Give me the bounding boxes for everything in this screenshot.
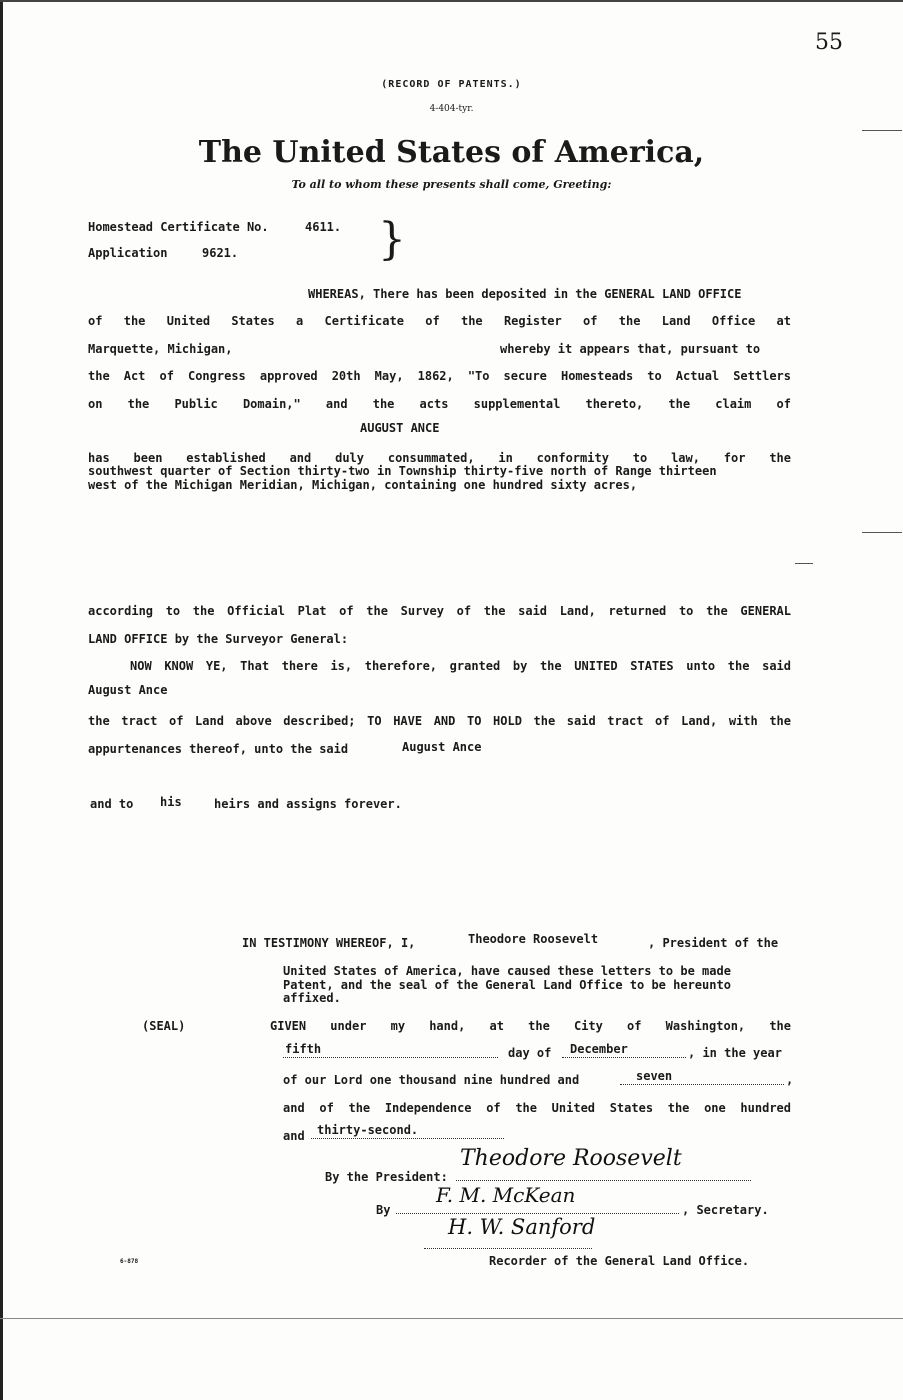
land-description-2: west of the Michigan Meridian, Michigan, containing one hundred sixty acres, — [88, 478, 638, 492]
body-line-13: appurtenances thereof, unto the said — [88, 742, 349, 756]
by-the-president: By the President: — [325, 1170, 448, 1184]
grantee-name-1: August Ance — [88, 683, 168, 697]
year-comma: , — [786, 1073, 794, 1087]
body-line-12: the tract of Land above described; TO HAVE AND TO HOLD the said tract of Land, with the — [88, 714, 791, 728]
and-word: and — [283, 1129, 305, 1143]
by-label: By — [376, 1203, 391, 1217]
now-know-ye: NOW KNOW YE, That there is, therefore, granted by the UNITED STATES unto the said — [130, 659, 791, 673]
heirs-assigns: heirs and assigns forever. — [214, 797, 402, 811]
testimony-line-2: United States of America, have caused these letters to be made — [283, 964, 731, 978]
body-line-2: of the United States a Certificate of the Register of the Land Office at — [88, 314, 791, 328]
land-description-1: southwest quarter of Section thirty-two in Township thirty-five north of Range thirteen — [88, 464, 717, 478]
month-value: December — [570, 1042, 628, 1056]
testimony-line-4: affixed. — [283, 991, 341, 1005]
and-to: and to — [90, 797, 134, 811]
president-name: Theodore Roosevelt — [468, 932, 599, 946]
president-of: , President of the — [648, 936, 779, 950]
application-number: 9621. — [202, 246, 239, 260]
claimant-name: AUGUST ANCE — [360, 421, 440, 435]
seal-label: (SEAL) — [142, 1019, 186, 1033]
form-number: 6-878 — [120, 1258, 139, 1265]
body-line-4: the Act of Congress approved 20th May, 1862, "To secure Homesteads to Actual Settlers — [88, 369, 791, 383]
margin-mark — [862, 130, 902, 131]
pronoun: his — [160, 795, 182, 809]
margin-mark — [795, 563, 813, 564]
lord-line: of our Lord one thousand nine hundred and — [283, 1073, 580, 1087]
secretary-signature: F. M. McKean — [436, 1183, 576, 1207]
page-edge-top — [0, 0, 903, 2]
grantee-name-2: August Ance — [402, 740, 482, 754]
day-value: fifth — [285, 1042, 322, 1056]
year-value: seven — [636, 1069, 673, 1083]
office-location: Marquette, Michigan, — [88, 342, 233, 356]
body-line-10: LAND OFFICE by the Surveyor General: — [88, 632, 349, 646]
independence-line: and of the Independence of the United States the one hundred — [283, 1101, 791, 1115]
recorder-label: Recorder of the General Land Office. — [489, 1254, 750, 1268]
record-of-patents: (RECORD OF PATENTS.) — [381, 79, 522, 90]
greeting: To all to whom these presents shall come, Greeting: — [291, 178, 612, 191]
secretary-label: , Secretary. — [682, 1203, 769, 1217]
whereas-line: WHEREAS, There has been deposited in the GENERAL LAND OFFICE — [308, 287, 742, 301]
bottom-rule — [0, 1318, 903, 1319]
testimony-intro: IN TESTIMONY WHEREOF, I, — [242, 936, 416, 950]
brace-glyph: } — [378, 214, 406, 265]
president-signature: Theodore Roosevelt — [460, 1146, 682, 1171]
independence-year: thirty-second. — [317, 1123, 419, 1137]
margin-mark — [862, 532, 902, 533]
body-line-5: on the Public Domain," and the acts supplemental thereto, the claim of — [88, 397, 791, 411]
body-line-3: whereby it appears that, pursuant to — [500, 342, 761, 356]
day-of: day of — [508, 1046, 552, 1060]
application-label: Application — [88, 246, 168, 260]
page-number: 55 — [815, 30, 843, 55]
recorder-signature: H. W. Sanford — [448, 1215, 596, 1239]
in-the-year: , in the year — [688, 1046, 782, 1060]
page-edge-left — [0, 0, 3, 1400]
form-code: 4-404-tyr. — [429, 104, 474, 114]
certificate-label: Homestead Certificate No. — [88, 220, 269, 234]
document-title: The United States of America, — [198, 135, 705, 170]
testimony-line-3: Patent, and the seal of the General Land Office to be hereunto — [283, 978, 731, 992]
body-line-6: has been established and duly consummated, in conformity to law, for the — [88, 451, 791, 465]
body-line-9: according to the Official Plat of the Survey of the said Land, returned to the GENERAL — [88, 604, 791, 618]
given-line: GIVEN under my hand, at the City of Washington, the — [270, 1019, 791, 1033]
certificate-number: 4611. — [305, 220, 342, 234]
